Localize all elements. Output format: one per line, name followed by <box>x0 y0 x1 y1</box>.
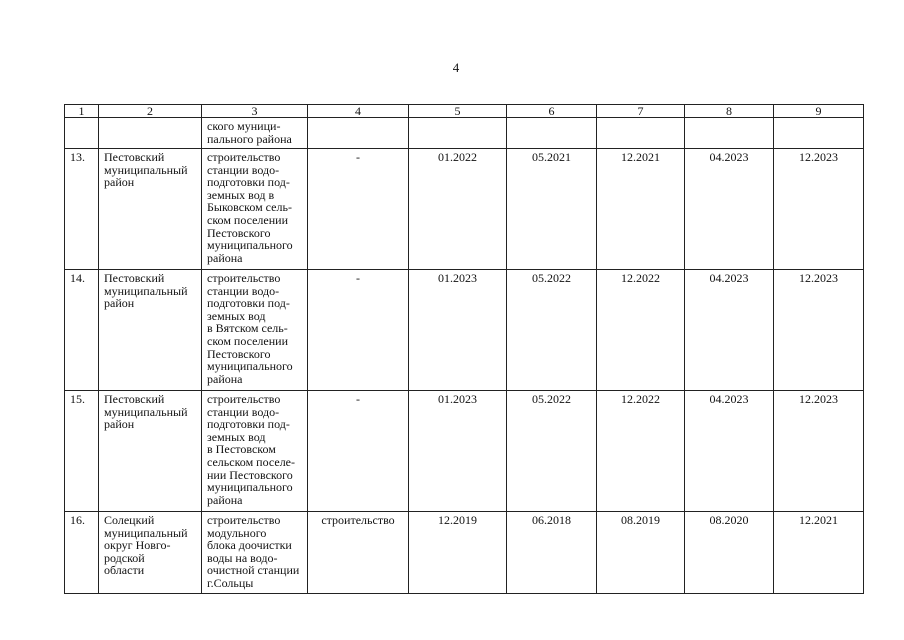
column-header: 1 <box>65 105 99 118</box>
date-cell: 04.2023 <box>685 149 774 270</box>
date-cell: 12.2021 <box>597 149 685 270</box>
municipality-cell: Пестовский муниципальный район <box>99 270 202 391</box>
object-cell: строительство станции водо- подготовки под- земных вод в Пестовском сельском поселе- нии Пестовского муниципального района <box>202 391 308 512</box>
municipality-cell: Пестовский муниципальный район <box>99 149 202 270</box>
column-header: 4 <box>308 105 409 118</box>
date-cell: 01.2022 <box>409 149 507 270</box>
date-cell: 05.2021 <box>507 149 597 270</box>
column-header: 8 <box>685 105 774 118</box>
work-type-cell: - <box>308 270 409 391</box>
date-cell: 05.2022 <box>507 270 597 391</box>
municipality-cell: Пестовский муниципальный район <box>99 391 202 512</box>
table-row <box>65 270 864 391</box>
table-header-row <box>65 105 864 118</box>
table-cell: ского муници- пального района <box>202 118 308 149</box>
row-number: 13. <box>65 149 99 270</box>
work-type-cell: - <box>308 391 409 512</box>
column-header: 5 <box>409 105 507 118</box>
date-cell: 12.2021 <box>774 512 864 594</box>
column-header: 2 <box>99 105 202 118</box>
row-number: 16. <box>65 512 99 594</box>
table-cell <box>99 118 202 149</box>
object-cell: строительство станции водо- подготовки под- земных вод в Быковском сель- ском поселении Пестовского муниципального района <box>202 149 308 270</box>
table-cell <box>308 118 409 149</box>
column-header: 6 <box>507 105 597 118</box>
table-cell <box>65 118 99 149</box>
date-cell: 12.2022 <box>597 270 685 391</box>
table-cell <box>685 118 774 149</box>
table-row-continuation <box>65 118 864 149</box>
row-number: 15. <box>65 391 99 512</box>
row-number: 14. <box>65 270 99 391</box>
date-cell: 12.2022 <box>597 391 685 512</box>
table-row <box>65 149 864 270</box>
column-header: 9 <box>774 105 864 118</box>
column-header: 3 <box>202 105 308 118</box>
work-type-cell: - <box>308 149 409 270</box>
table-cell <box>597 118 685 149</box>
table-cell <box>409 118 507 149</box>
date-cell: 01.2023 <box>409 270 507 391</box>
date-cell: 06.2018 <box>507 512 597 594</box>
work-type-cell: строительство <box>308 512 409 594</box>
column-header: 7 <box>597 105 685 118</box>
page-number: 4 <box>452 60 460 75</box>
date-cell: 12.2023 <box>774 391 864 512</box>
date-cell: 08.2019 <box>597 512 685 594</box>
date-cell: 01.2023 <box>409 391 507 512</box>
date-cell: 04.2023 <box>685 391 774 512</box>
table-row <box>65 391 864 512</box>
table-cell <box>507 118 597 149</box>
municipality-cell: Солецкий муниципальный округ Новго- родской области <box>99 512 202 594</box>
date-cell: 05.2022 <box>507 391 597 512</box>
date-cell: 04.2023 <box>685 270 774 391</box>
object-cell: строительство модульного блока доочистки воды на водо- очистной станции г.Сольцы <box>202 512 308 594</box>
schedule-table <box>64 104 864 594</box>
table-row <box>65 512 864 594</box>
table-cell <box>774 118 864 149</box>
date-cell: 12.2023 <box>774 149 864 270</box>
object-cell: строительство станции водо- подготовки под- земных вод в Вятском сель- ском поселении Пестовского муниципального района <box>202 270 308 391</box>
date-cell: 12.2023 <box>774 270 864 391</box>
date-cell: 12.2019 <box>409 512 507 594</box>
date-cell: 08.2020 <box>685 512 774 594</box>
